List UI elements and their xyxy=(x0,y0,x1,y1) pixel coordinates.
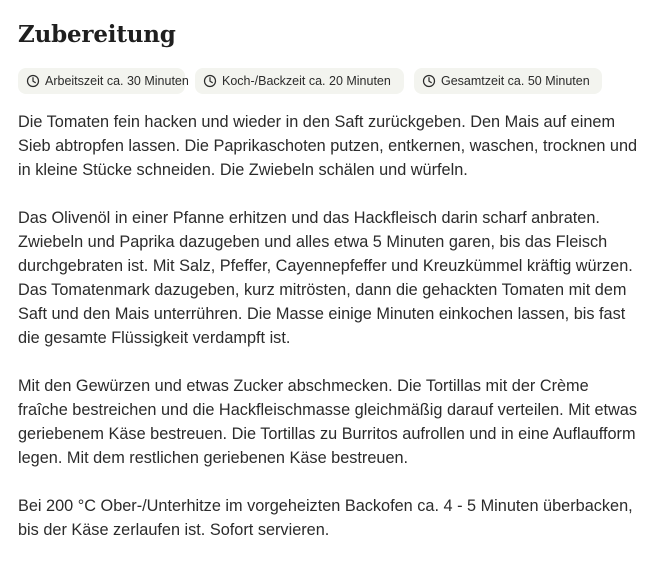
time-badges xyxy=(18,68,602,94)
clock-icon xyxy=(26,74,40,88)
time-badge-label: Koch-/Backzeit ca. 20 Minuten xyxy=(222,74,391,88)
time-badge-working xyxy=(18,68,189,94)
step-paragraph: Das Olivenöl in einer Pfanne erhitzen und das Hackfleisch darin scharf anbraten. Zwiebeln und Paprika dazugeben und alles etwa 5 Minuten garen, bis das Fleisch durchgebraten ist. Mit Salz, Pfeffer, Cayennepfeffer und Kreuzkümmel kräftig würzen. Das Tomatenmark dazugeben, kurz mitrösten, dann die gehackten Tomaten mit dem Saft und den Mais unterrühren. Die Masse einige Minuten einkochen lassen, bis fast die gesamte Flüssigkeit verdampft ist. xyxy=(18,209,633,347)
step-paragraph: Bei 200 °C Ober-/Unterhitze im vorgeheizten Backofen ca. 4 - 5 Minuten überbacken, bis der Käse zerlaufen ist. Sofort servieren. xyxy=(18,497,633,539)
section-title: Zubereitung xyxy=(18,21,176,48)
preparation-steps xyxy=(18,110,638,566)
time-badge-total xyxy=(414,68,602,94)
clock-icon xyxy=(422,74,436,88)
step-paragraph: Mit den Gewürzen und etwas Zucker abschmecken. Die Tortillas mit der Crème fraîche bestreichen und die Hackfleischmasse gleichmäßig darauf verteilen. Mit etwas geriebenem Käse bestreuen. Die Tortillas zu Burritos aufrollen und in eine Auflaufform legen. Mit dem restlichen geriebenen Käse bestreuen. xyxy=(18,377,637,467)
time-badge-label: Arbeitszeit ca. 30 Minuten xyxy=(45,74,189,88)
step-paragraph: Die Tomaten fein hacken und wieder in den Saft zurückgeben. Den Mais auf einem Sieb abtropfen lassen. Die Paprikaschoten putzen, entkernen, waschen, trocknen und in kleine Stücke schneiden. Die Zwiebeln schälen und würfeln. xyxy=(18,113,638,179)
time-badge-label: Gesamtzeit ca. 50 Minuten xyxy=(441,74,590,88)
time-badge-cooking xyxy=(195,68,404,94)
clock-icon xyxy=(203,74,217,88)
